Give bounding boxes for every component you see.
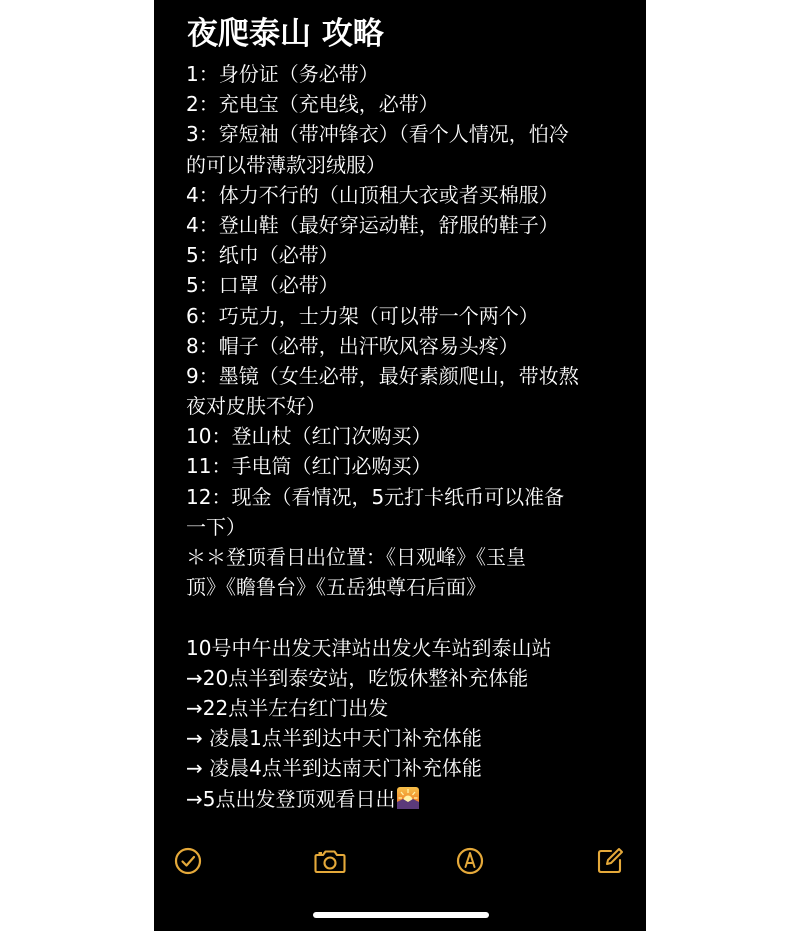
note-line [186, 89, 626, 119]
checklist-button[interactable] [170, 843, 206, 879]
note-line-text: 的可以带薄款羽绒服） [186, 152, 386, 177]
note-line-text: →22点半左右红门出发 [186, 695, 389, 720]
checklist-icon [173, 846, 203, 876]
note-line [186, 391, 626, 421]
markup-pen-icon [455, 846, 485, 876]
note-line [186, 542, 626, 572]
note-line-text: 3：穿短袖（带冲锋衣）（看个人情况，怕冷 [186, 122, 569, 147]
note-line [186, 723, 626, 753]
compose-icon [595, 846, 625, 876]
note-line-text: 12：现金（看情况，5元打卡纸币可以准备 [186, 484, 565, 509]
note-line-text: 5：纸巾（必带） [186, 243, 339, 268]
note-line-text: → 凌晨1点半到达中天门补充体能 [186, 726, 482, 751]
note-line [186, 59, 626, 89]
home-indicator[interactable] [313, 912, 489, 918]
note-line-text: 2：充电宝（充电线，必带） [186, 92, 439, 117]
note-line [186, 331, 626, 361]
note-line-text: → 凌晨4点半到达南天门补充体能 [186, 756, 482, 781]
note-line [186, 633, 626, 663]
note-line [186, 784, 626, 814]
note-line [186, 451, 626, 481]
note-line-text: ＊＊登顶看日出位置：《日观峰》《玉皇 [186, 545, 526, 569]
note-line-text: 一下） [186, 514, 246, 539]
note-line [186, 270, 626, 300]
note-line-text: 夜对皮肤不好） [186, 394, 326, 419]
camera-icon [313, 846, 347, 876]
note-line [186, 180, 626, 210]
note-line-text: 10号中午出发天津站出发火车站到泰山站 [186, 635, 552, 660]
note-line [186, 663, 626, 693]
note-line [186, 512, 626, 542]
note-line-text: 1：身份证（务必带） [186, 62, 379, 86]
note-line [186, 572, 626, 602]
note-line [186, 602, 626, 632]
note-line [186, 301, 626, 331]
note-line-text: 4：体力不行的（山顶租大衣或者买棉服） [186, 182, 559, 207]
note-line-text: 顶》《瞻鲁台》《五岳独尊石后面》 [186, 575, 486, 600]
note-line [186, 753, 626, 783]
note-line-text: 10：登山杖（红门次购买） [186, 424, 432, 449]
note-line [186, 482, 626, 512]
note-title[interactable]: 夜爬泰山 攻略 [187, 16, 384, 52]
markup-button[interactable] [452, 843, 488, 879]
note-line-text: →5点出发登顶观看日出 [186, 786, 396, 811]
notes-screen [154, 0, 646, 931]
note-line-text: 4：登山鞋（最好穿运动鞋，舒服的鞋子） [186, 212, 559, 237]
note-line [186, 693, 626, 723]
note-line [186, 421, 626, 451]
bottom-toolbar [154, 843, 646, 883]
note-line-text: 6：巧克力，士力架（可以带一个两个） [186, 303, 539, 328]
note-line [186, 150, 626, 180]
note-line-text: →20点半到泰安站，吃饭休整补充体能 [186, 665, 529, 690]
camera-button[interactable] [312, 843, 348, 879]
sunrise-emoji-icon [397, 787, 419, 809]
note-line-text: 9：墨镜（女生必带，最好素颜爬山，带妆熬 [186, 363, 579, 388]
note-line-text: 11：手电筒（红门必购买） [186, 454, 432, 479]
note-line [186, 119, 626, 149]
note-body[interactable] [186, 59, 626, 814]
note-line-text: 5：口罩（必带） [186, 273, 339, 298]
note-line-text: 8：帽子（必带，出汗吹风容易头疼） [186, 333, 519, 358]
note-line [186, 240, 626, 270]
compose-button[interactable] [592, 843, 628, 879]
note-line [186, 361, 626, 391]
note-line [186, 210, 626, 240]
